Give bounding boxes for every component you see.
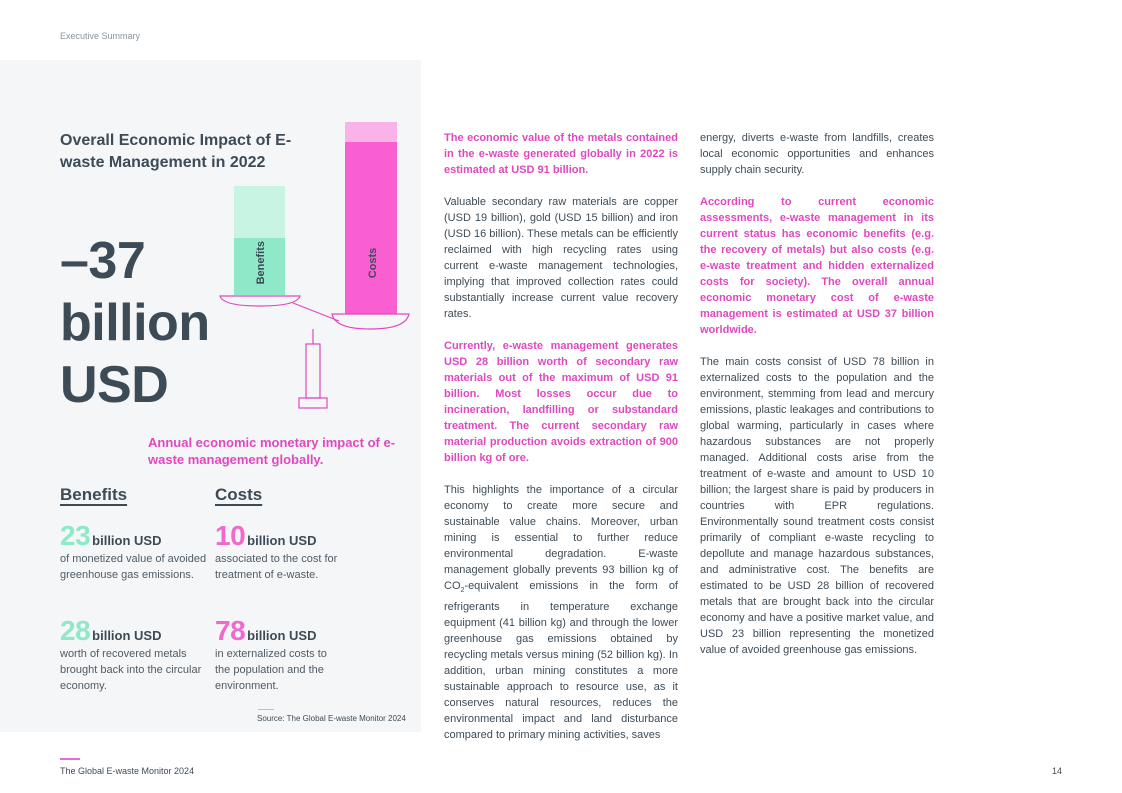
source-note: Source: The Global E-waste Monitor 2024 [257, 714, 406, 723]
running-header: Executive Summary [60, 31, 141, 41]
source-rule [258, 709, 274, 710]
footer-publication: The Global E-waste Monitor 2024 [60, 766, 195, 776]
costs-block-label: Costs [367, 247, 379, 279]
cost-stat-externalized [215, 616, 345, 694]
stat-unit: billion USD [92, 533, 162, 548]
paragraph [444, 482, 678, 743]
benefits-heading: Benefits [60, 485, 128, 504]
big-value: –37 [60, 232, 146, 290]
stat-value: 78 [215, 615, 246, 646]
scale-column [306, 344, 320, 398]
paragraph-text: -equivalent emissions in the form of refrigerants in temperature exchange equipment (41 billion kg) and through the lower greenhouse gas emissions obtained by recycling metals versus mining (52 billion kg). In addition, urban mining constitutes a more sustainable approach to resource use, as it conserves natural resources, reduces the environmental impact and land disturbance compared to primary mining activities, saves [444, 580, 678, 742]
scale-beam [293, 303, 339, 321]
stat-unit: billion USD [92, 628, 162, 643]
stat-value: 10 [215, 520, 246, 551]
paragraph: Valuable secondary raw materials are copper (USD 19 billion), gold (USD 15 billion) and iron (USD 16 billion). These metals can be efficiently reclaimed with high recycling rates using current e-waste management technologies, implying that improved collection rates could substantially increase current value recovery rates. [444, 196, 678, 320]
scale-base [299, 398, 327, 408]
highlight-paragraph: According to current economic assessments, e-waste management in its current status has economic benefits (e.g. the recovery of metals) but also costs (e.g. e-waste treatment and hidden externalized costs for society). The overall annual economic monetary cost of e-waste management is estimated at USD 37 billion worldwide. [700, 196, 934, 336]
paragraph: energy, diverts e-waste from landfills, creates local economic opportunities and enhances supply chain security. [700, 132, 934, 176]
stat-description: of monetized value of avoided greenhouse gas emissions. [60, 553, 207, 581]
page-number: 14 [1052, 766, 1063, 776]
left-pan [220, 296, 300, 306]
footer-rule [60, 758, 80, 760]
stat-value: 23 [60, 520, 91, 551]
benefits-block-light [234, 186, 285, 238]
balance-scale-illustration [215, 115, 415, 420]
body-column-1 [444, 130, 678, 759]
cost-stat-treatment [215, 521, 345, 583]
big-unit-line2: USD [60, 356, 169, 414]
stat-description: associated to the cost for treatment of e-waste. [215, 553, 338, 581]
lead-paragraph: The economic value of the metals contained in the e-waste generated globally in 2022 is estimated at USD 91 billion. [444, 132, 678, 176]
big-unit-line1: billion [60, 294, 210, 352]
costs-block-light [345, 122, 397, 142]
stat-unit: billion USD [247, 628, 317, 643]
body-column-2 [700, 130, 934, 674]
benefit-stat-metals [60, 616, 210, 694]
stat-unit: billion USD [247, 533, 317, 548]
stat-value: 28 [60, 615, 91, 646]
stat-description: worth of recovered metals brought back into the circular economy. [60, 648, 202, 692]
costs-block [345, 142, 397, 314]
impact-caption: Annual economic monetary impact of e-waste management globally. [148, 435, 396, 467]
benefits-block-label: Benefits [255, 241, 267, 285]
benefit-stat-ghg [60, 521, 210, 583]
right-pan [332, 314, 409, 329]
highlight-paragraph: Currently, e-waste management generates USD 28 billion worth of secondary raw materials out of the maximum of USD 91 billion. Most losses occur due to incineration, landfilling or substandard treatment. The current secondary raw material production avoids extraction of 900 billion kg of ore. [444, 340, 678, 464]
subscript: 2 [460, 587, 465, 595]
paragraph-text: This highlights the importance of a circular economy to create more secure and sustainable value chains. Moreover, urban mining is essential to further reduce environmental degradation. E-waste management globally prevents 93 billion kg of CO [444, 484, 678, 592]
stat-description: in externalized costs to the population and the environment. [215, 648, 327, 692]
paragraph: The main costs consist of USD 78 billion in externalized costs to the population and the environment, stemming from lead and mercury emissions, plastic leakages and contributions to global warming, particularly in cases where hazardous substances are not properly managed. Additional costs arise from the treatment of e-waste and amount to USD 10 billion; the largest share is paid by producers in countries with EPR regulations. Environmentally sound treatment costs consist primarily of compliant e-waste recycling to depollute and manage hazardous substances, and administrative cost. The benefits are estimated to be USD 28 billion of recovered metals that are brought back into the circular economy and have a positive market value, and USD 23 billion representing the monetized value of avoided greenhouse gas emissions. [700, 356, 934, 656]
panel-title: Overall Economic Impact of E-waste Management in 2022 [60, 132, 292, 171]
costs-heading: Costs [215, 485, 263, 504]
